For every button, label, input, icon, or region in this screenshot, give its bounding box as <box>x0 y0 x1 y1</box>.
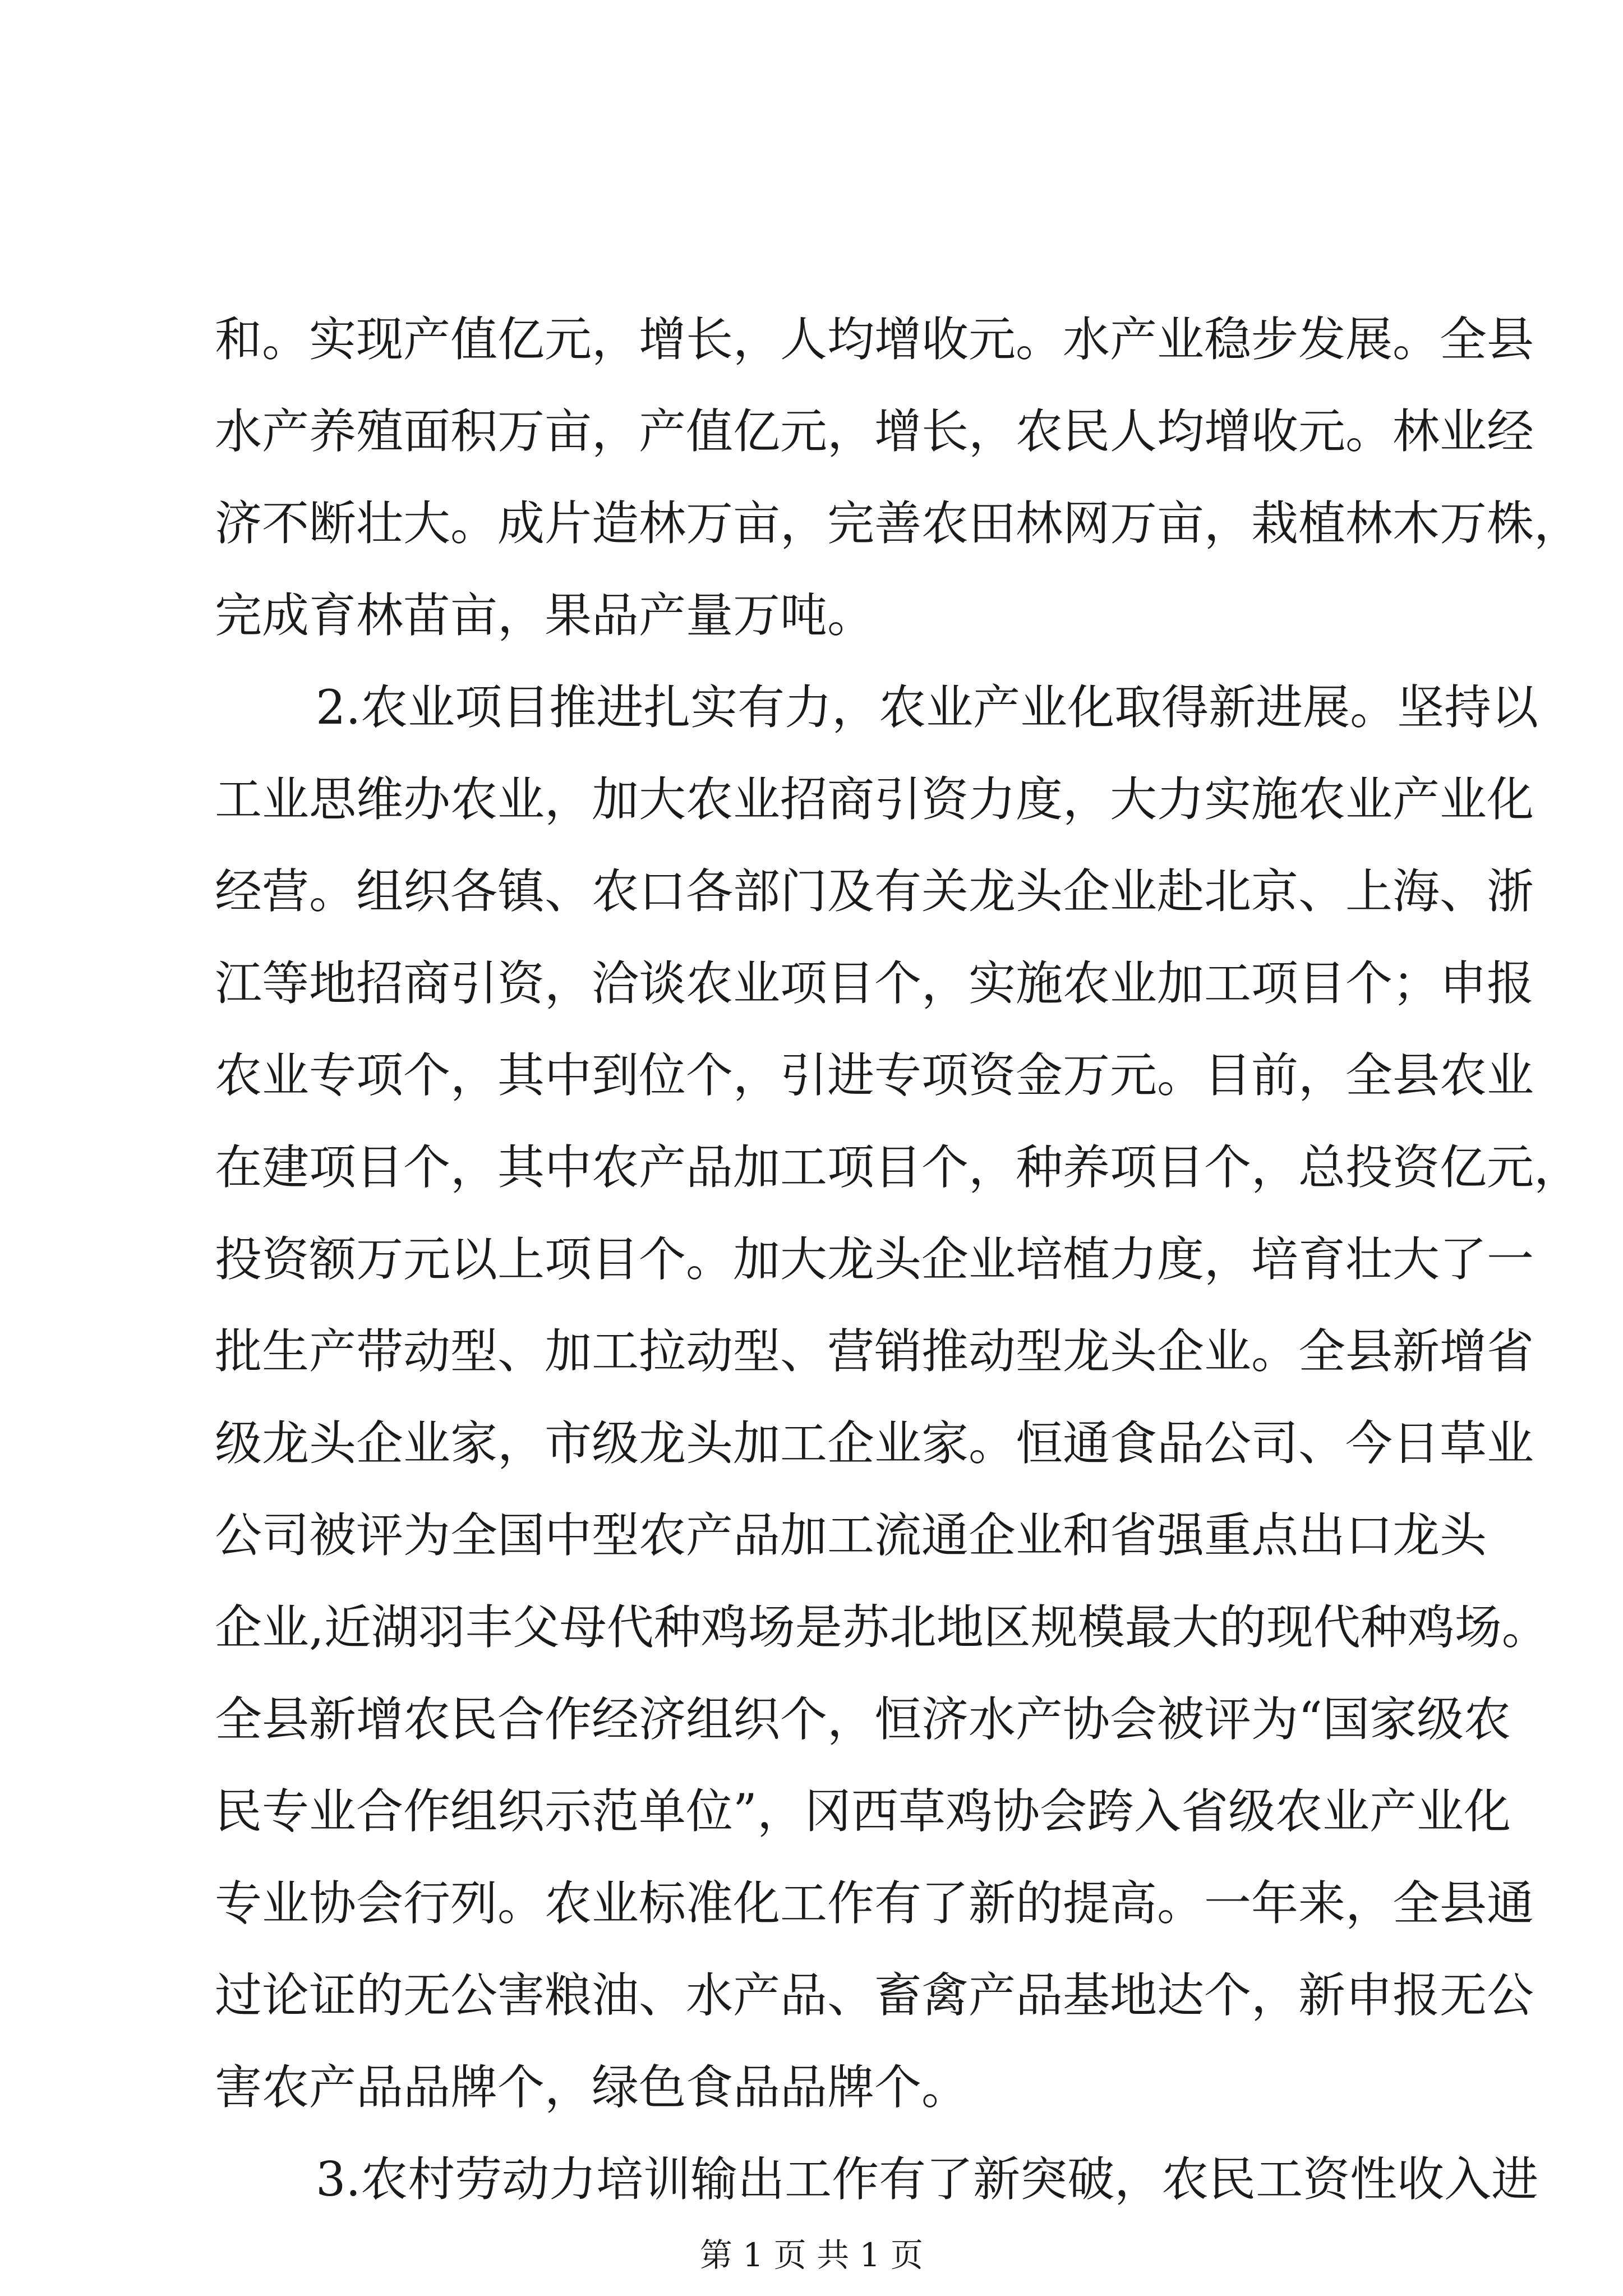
text-line: 过论证的无公害粮油、水产品、畜禽产品基地达个，新申报无公 <box>215 1968 1534 2023</box>
text-line: 企业,近湖羽丰父母代种鸡场是苏北地区规模最大的现代种鸡场。 <box>215 1600 1549 1655</box>
text-line: 工业思维办农业，加大农业招商引资力度，大力实施农业产业化 <box>215 772 1534 827</box>
text-line: 水产养殖面积万亩，产值亿元，增长，农民人均增收元。林业经 <box>215 404 1534 459</box>
paragraph-start-line: 2.农业项目推进扎实有力，农业产业化取得新进展。坚持以 <box>316 680 1539 735</box>
paragraph-start-line: 3.农村劳动力培训输出工作有了新突破，农民工资性收入进 <box>316 2152 1539 2207</box>
text-line: 江等地招商引资，洽谈农业项目个，实施农业加工项目个；申报 <box>215 956 1534 1011</box>
text-line: 批生产带动型、加工拉动型、营销推动型龙头企业。全县新增省 <box>215 1324 1534 1379</box>
text-line: 级龙头企业家，市级龙头加工企业家。恒通食品公司、今日草业 <box>215 1416 1534 1471</box>
page-footer: 第 1 页 共 1 页 <box>700 2236 923 2274</box>
text-line: 害农产品品牌个，绿色食品品牌个。 <box>215 2060 969 2115</box>
text-line: 经营。组织各镇、农口各部门及有关龙头企业赴北京、上海、浙 <box>215 864 1534 919</box>
text-line: 在建项目个，其中农产品加工项目个，种养项目个，总投资亿元， <box>215 1140 1581 1195</box>
text-line: 和。实现产值亿元，增长，人均增收元。水产业稳步发展。全县 <box>215 312 1534 367</box>
text-line: 农业专项个，其中到位个，引进专项资金万元。目前，全县农业 <box>215 1048 1534 1103</box>
text-line: 济不断壮大。成片造林万亩，完善农田林网万亩，栽植林木万株， <box>215 496 1581 551</box>
text-line: 专业协会行列。农业标准化工作有了新的提高。一年来，全县通 <box>215 1876 1534 1931</box>
text-line: 投资额万元以上项目个。加大龙头企业培植力度，培育壮大了一 <box>215 1232 1534 1287</box>
text-line: 完成育林苗亩，果品产量万吨。 <box>215 588 875 643</box>
text-line: 全县新增农民合作经济组织个，恒济水产协会被评为“国家级农 <box>215 1692 1511 1747</box>
text-line: 公司被评为全国中型农产品加工流通企业和省强重点出口龙头 <box>215 1508 1487 1563</box>
text-line: 民专业合作组织示范单位”，冈西草鸡协会跨入省级农业产业化 <box>215 1784 1511 1839</box>
